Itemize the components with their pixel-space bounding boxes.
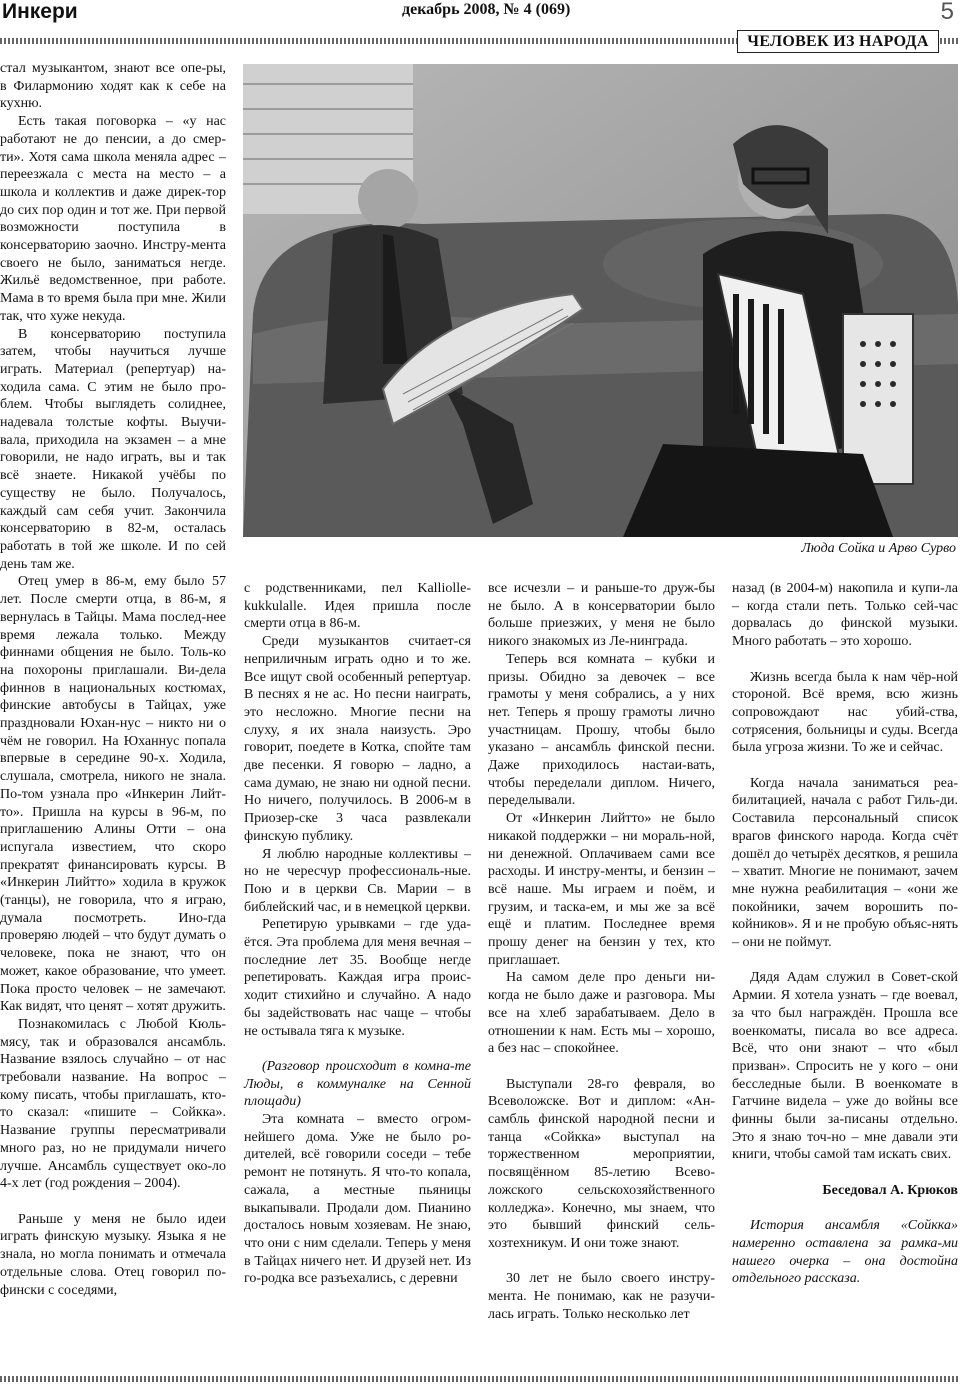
issue-info: декабрь 2008, № 4 (069)	[402, 1, 571, 18]
paragraph: 30 лет не было своего инстру-мента. Не понимаю, как не разучи-лась играть. Только несколько лет	[488, 1271, 715, 1322]
paragraph: Отец умер в 86-м, ему было 57 лет. После смерти отца, в 86-м, я вернулась в Тайцы. Мама послед-нее время лежала только. Между финнами общения не было. Толь-ко на похороны приглашали. Ви-дела финнов в национальных костюмах, финские автобусы в Тайцах, уже праздновали Юхан-нус – никто ни о чём не говорил. На Юханнус попала впервые в середине 90-х. Ходила, слушала, смотрела, никого не знала. По-том узнала про «Инкерин Лийт-то». Пришла на курсы в 96-м, по приглашению Алины Отти – она испугала известием, что скоро прекратят финансировать курсы. В «Инкерин Лийтто» ходила в кружок (танцы), не говорила, что я играю, думала посмотреть. Ино-гда проверяю людей – что будут думать о человеке, пока не знают, что он может, какое образование, что умеет. Пока просто человек – не замечают. Как видят, что ценят – хотят дружить.	[0, 574, 226, 1015]
masthead	[0, 0, 960, 26]
article-column-2	[244, 580, 471, 1288]
paragraph: Выступали 28-го февраля, во Всеволожске. Вот и диплом: «Ан-самбль финской народной песни и танца «Сойкка» выступал на торжественном мероприятии, посвящённом 85-летию Всево-ложского сельскохозяйственного колледжа». Конечно, мы знаем, что это бывший финский сель-хозтехникум. И они тоже знают.	[488, 1076, 715, 1251]
paragraph: Когда начала заниматься реа-билитацией, начала с работ Гиль-ди. Составила персональный список врагов финского народа. Когда счёт дошёл до четырёх десятков, я решила – хватит. Многие не понимают, зачем мне нужна реабилитация – «они же покойники, зачем ворошить по-койников». Я и не пробую объяс-нять – они не поймут.	[732, 775, 958, 951]
author-signature: Беседовал А. Крюков	[822, 1182, 958, 1198]
paragraph: Эта комната – вместо огром-нейшего дома. Уже не было ро-дителей, всё говорили соседи – тебе ремонт не потянуть. Я что-то копала, сажала, а местные пьяницы выкапывали. Продали дом. Пианино досталось новым хозяевам. Не знаю, что они с ним сделали. Теперь у меня в Тайцах ничего нет. И друзей нет. Из го-родка все разъехались, с деревни	[244, 1112, 471, 1287]
rubric-label: ЧЕЛОВЕК ИЗ НАРОДА	[737, 30, 939, 53]
paragraph: стал музыкантом, знают все опе-ры, в Филармонию ходят как к себе на кухню.	[0, 61, 226, 112]
section-name: Инкери	[2, 0, 78, 23]
paragraph: Жизнь всегда была к нам чёр-ной стороной. Всё время, всю жизнь сопровождают нас убий-ства, сотрясения, больницы и суды. Всегда была угроза жизни. То же и сейчас.	[732, 669, 958, 756]
article-column-4	[732, 580, 958, 1288]
paragraph-italic-note: (Разговор происходит в комна-те Люды, в коммуналке на Сенной площади)	[244, 1058, 471, 1110]
paragraph: назад (в 2004-м) накопила и купи-ла – когда стали петь. Только сей-час дорвалась до финской музыки. Много работать – это хорошо.	[732, 581, 958, 650]
paragraph: На самом деле про деньги ни-когда не было даже и разговора. Мы все на хлеб зарабатываем. Дело в отношении к нам. Есть мы – хорошо, а без нас – спокойнее.	[488, 970, 715, 1057]
photo-musicians	[243, 64, 958, 537]
page-number: 5	[940, 0, 954, 25]
paragraph: Я люблю народные коллективы – но не чересчур профессиональ-ные. Пою и в церкви Св. Марии – в библейский час, и в немецкой церкви.	[244, 846, 471, 915]
article-column-3	[488, 580, 715, 1324]
paragraph: с родственниками, пел Kalliolle-kukkulalle. Идея пришла после смерти отца в 86-м.	[244, 581, 471, 632]
paragraph: Раньше у меня не было идеи играть финскую музыку. Языка я не знала, но могла понимать и отмечала отдельные слова. Отец говорил по-фински с соседями,	[0, 1211, 226, 1298]
paragraph: Репетирую урывками – где уда-ётся. Эта проблема для меня вечная – последние лет 35. Вообще негде репетировать. Каждая игра проис-ходит стихийно и случайно. А надо бы задействовать нас чаще – чтобы не остывала тяга к музыке.	[244, 917, 471, 1039]
paragraph: Дядя Адам служил в Совет-ской Армии. Я хотела узнать – где воевал, за что был награждён. Прошла все военкоматы, писала во все адреса. Всё, что они знают – что «был призван». Спросить не у кого – они бесследные были. В военкомате в Гатчине видела – уже до войны все финны были за-писаны отдельно. Это я знаю точ-но – мне давали эти книги, чтобы самой там искать свих.	[732, 970, 958, 1163]
paragraph: От «Инкерин Лийтто» не было никакой поддержки – ни мораль-ной, ни денежной. Оплачиваем сами все расходы. И инстру-менты, и бензин – всё наше. Мы играем и поём, и грузим, и таска-ем, и мы же за всё ещё и платим. Последнее время прошу денег на бензин у тех, кто приглашает.	[488, 811, 715, 968]
paragraph: В консерваторию поступила затем, чтобы научиться лучше играть. Материал (репертуар) на-ходила сама. С этим не было про-блем. Чтобы выглядеть солиднее, надевала толстые кофты. Выучи-вала, приходила на экзамен – а мне говорили, не надо играть, вы и так всё знаете. Никакой учёбы по существу не было. Получалось, каждый сам себя учит. Закончила консерваторию в 82-м, осталась работать в той же школе. И по сей день там же.	[0, 326, 226, 572]
paragraph: Теперь вся комната – кубки и призы. Обидно за девочек – все грамоты у меня собрались, а у них нет. Теперь я прошу грамоты лично участницам. Прошу, чтобы было указано – ансамбль финской песни. Даже приходилось настаи-вать, чтобы переделали диплом. Ничего, переделывали.	[488, 651, 715, 809]
photo-caption: Люда Сойка и Арво Сурво	[801, 541, 956, 556]
paragraph: все исчезли – и раньше-то друж-бы не было. А в консерватории было больше приезжих, у меня не было никого знакомых из Ле-нинграда.	[488, 581, 715, 650]
article-column-1	[0, 60, 226, 1299]
photo-illustration	[243, 64, 958, 537]
footer-stripe	[0, 1376, 960, 1382]
paragraph: Есть такая поговорка – «у нас работают не до пенсии, а до смер-ти». Хотя сама школа меняла адрес – переезжала с места на место – а школа и коллектив и даже дирек-тор до сих пор один и тот же. При первой возможности поступила в консерваторию заочно. Инстру-мента своего не было, заниматься негде. Жильё ведомственное, при работе. Мама в то время была при мне. Жили так, что хуже некуда.	[0, 114, 226, 324]
editorial-note: История ансамбля «Сойкка» намеренно оставлена за рамка-ми нашего очерка – она достойна отдельного рассказа.	[732, 1218, 958, 1287]
paragraph: Среди музыкантов считает-ся неприличным играть одно и то же. Все ищут свой особенный репертуар. В песнях я не ас. Но песни наиграть, это несложно. Многие песни на слуху, я их знала наизусть. Эро говорит, поедете в Котка, спойте там две песенки. Я говорю – ладно, а сама думаю, не знаю ни одной песни. Но ничего, получилось. В 2006-м в Приозер-ске 3 часа развлекали финскую публику.	[244, 634, 471, 844]
paragraph: Познакомилась с Любой Кюль-мясу, так и образовался ансамбль. Название взялось случайно – от нас требовали название. На вопрос – кому писать, чтобы приглашать, кто-то сказал: «пишите – Сойкка». Название группы пересматривали много раз, но не придумали ничего лучше. Ансамбль существует око-ло 4-х лет (год рождения – 2004).	[0, 1016, 226, 1192]
